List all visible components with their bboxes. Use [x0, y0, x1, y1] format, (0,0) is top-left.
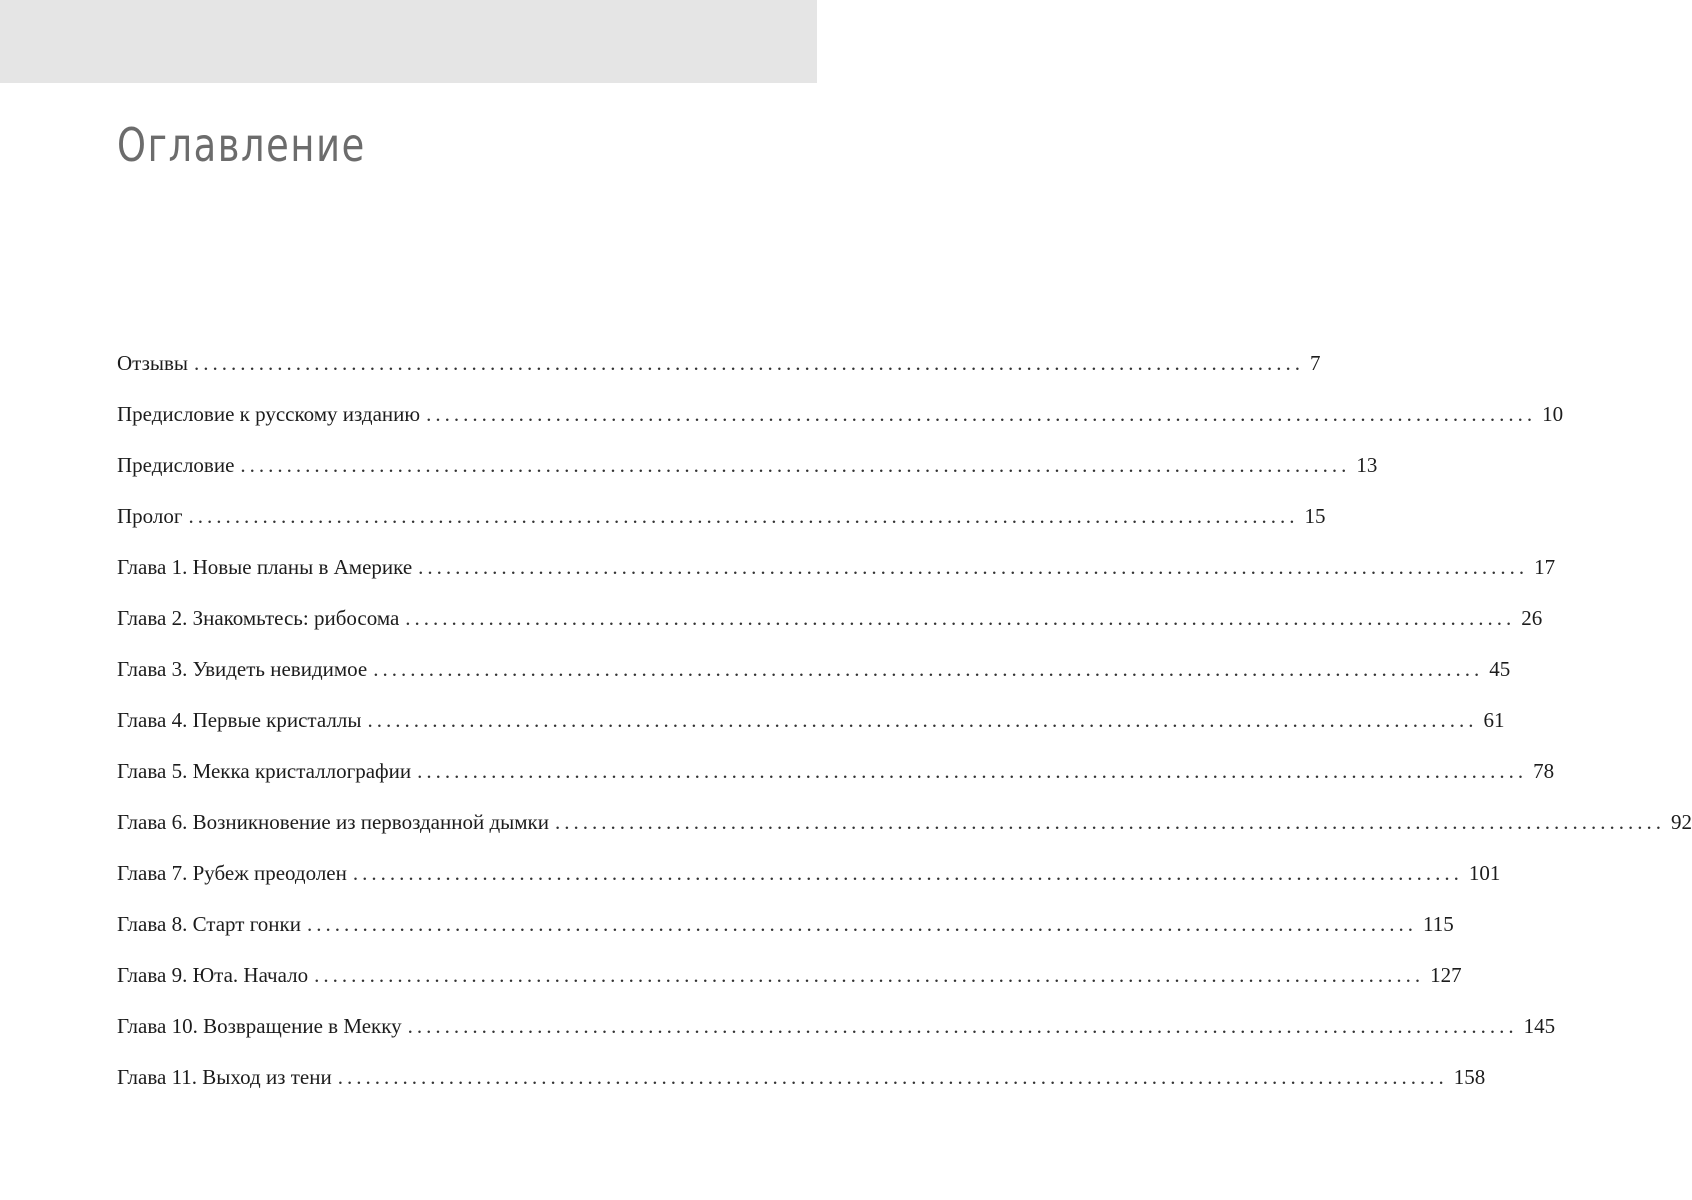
- toc-dot-leader: ........................................................................................................................: [554, 810, 1665, 834]
- toc-dot-leader: ........................................................................................................................: [367, 708, 1478, 732]
- toc-entry-page: 78: [1533, 759, 1555, 783]
- toc-dot-leader: ........................................................................................................................: [188, 504, 1299, 528]
- toc-entry-page: 10: [1542, 402, 1564, 426]
- toc-entry-label: Глава 8. Старт гонки: [117, 912, 301, 936]
- toc-dot-leader: ........................................................................................................................: [352, 861, 1463, 885]
- toc-entry-label: Предисловие: [117, 453, 235, 477]
- toc-entry[interactable]: [117, 649, 1511, 700]
- toc-dot-leader: ........................................................................................................................: [405, 606, 1516, 630]
- toc-entry-label: Глава 4. Первые кристаллы: [117, 708, 362, 732]
- toc-entry-label: Глава 11. Выход из тени: [117, 1065, 332, 1089]
- toc-entry[interactable]: [117, 853, 1501, 904]
- toc-entry[interactable]: [117, 802, 1692, 853]
- toc-entry[interactable]: [117, 1006, 1556, 1057]
- toc-entry[interactable]: [117, 445, 1378, 496]
- toc-entry[interactable]: [117, 700, 1505, 751]
- toc-entry-page: 45: [1489, 657, 1511, 681]
- toc-dot-leader: ........................................................................................................................: [407, 1014, 1518, 1038]
- toc-entry-label: Глава 3. Увидеть невидимое: [117, 657, 368, 681]
- toc-entry-label: Глава 1. Новые планы в Америке: [117, 555, 413, 579]
- toc-entry-page: 92: [1670, 810, 1692, 834]
- toc-entry-label: Пролог: [117, 504, 183, 528]
- toc-dot-leader: ........................................................................................................................: [418, 555, 1529, 579]
- page-title: Оглавление: [117, 118, 366, 172]
- top-gray-band: [0, 0, 817, 83]
- toc-entry-page: 158: [1453, 1065, 1486, 1089]
- toc-dot-leader: ........................................................................................................................: [240, 453, 1351, 477]
- toc-entry-label: Глава 10. Возвращение в Мекку: [117, 1014, 402, 1038]
- toc-entry-page: 61: [1483, 708, 1505, 732]
- toc-entry-label: Глава 9. Юта. Начало: [117, 963, 309, 987]
- toc-entry-page: 115: [1422, 912, 1454, 936]
- toc-entry-page: 17: [1534, 555, 1556, 579]
- toc-entry-page: 7: [1310, 351, 1321, 375]
- toc-dot-leader: ........................................................................................................................: [306, 912, 1417, 936]
- toc-entry-page: 145: [1523, 1014, 1556, 1038]
- toc-dot-leader: ........................................................................................................................: [314, 963, 1425, 987]
- toc-entry[interactable]: [117, 904, 1454, 955]
- toc-entry[interactable]: [117, 955, 1462, 1006]
- toc-entry[interactable]: [117, 751, 1555, 802]
- toc-dot-leader: ........................................................................................................................: [417, 759, 1528, 783]
- toc-dot-leader: ........................................................................................................................: [426, 402, 1537, 426]
- toc-entry-label: Отзывы: [117, 351, 189, 375]
- toc-entry[interactable]: [117, 1057, 1486, 1108]
- toc-dot-leader: ........................................................................................................................: [194, 351, 1305, 375]
- toc-entry[interactable]: [117, 394, 1564, 445]
- toc-entry-label: Предисловие к русскому изданию: [117, 402, 421, 426]
- toc-entry[interactable]: [117, 496, 1326, 547]
- toc-dot-leader: ........................................................................................................................: [373, 657, 1484, 681]
- toc-entry[interactable]: [117, 547, 1556, 598]
- toc-entry-label: Глава 6. Возникновение из первозданной дымки: [117, 810, 549, 834]
- toc-entry-page: 101: [1468, 861, 1501, 885]
- toc-dot-leader: ........................................................................................................................: [337, 1065, 1448, 1089]
- toc-entry[interactable]: [117, 598, 1543, 649]
- table-of-contents: [117, 343, 1692, 1108]
- toc-entry-label: Глава 5. Мекка кристаллографии: [117, 759, 412, 783]
- toc-entry[interactable]: [117, 343, 1321, 394]
- toc-entry-page: 15: [1304, 504, 1326, 528]
- toc-entry-page: 127: [1430, 963, 1462, 987]
- toc-entry-label: Глава 2. Знакомьтесь: рибосома: [117, 606, 400, 630]
- toc-entry-page: 26: [1521, 606, 1543, 630]
- toc-entry-page: 13: [1356, 453, 1378, 477]
- toc-entry-label: Глава 7. Рубеж преодолен: [117, 861, 347, 885]
